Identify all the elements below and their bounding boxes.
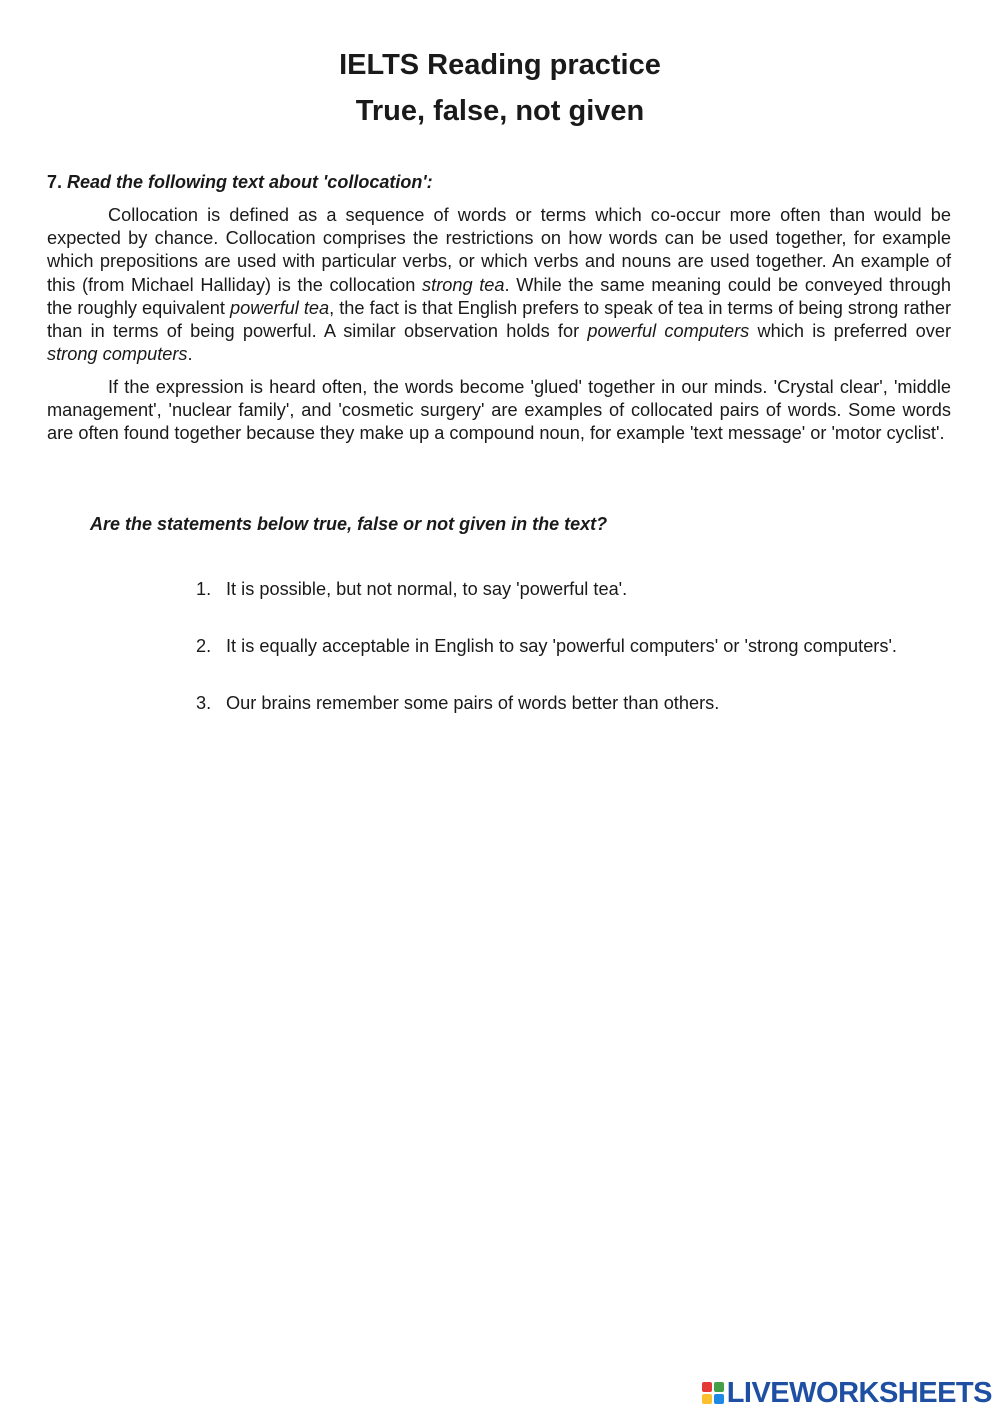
passage-emphasis: powerful computers: [587, 321, 750, 342]
passage-text: .: [187, 344, 193, 365]
passage-text: Collocation is defined as a sequence of words or terms which co-occur more often than would be expected by chance. Collocation comprises the restrictions on how words can be used together, for example which prepositions are used with particular verbs, or which verbs and nouns are used together. An example of this (from Michael Halliday) is the collocation: [47, 205, 951, 295]
statement-list: [196, 566, 940, 737]
page-subtitle: True, false, not given: [355, 95, 645, 127]
liveworksheets-logo-icon: [702, 1382, 724, 1404]
exercise-prompt: Read the following text about 'collocation':: [67, 172, 433, 192]
liveworksheets-logo: [702, 1379, 992, 1407]
statement-number: 2.: [196, 636, 212, 656]
exercise-number: 7.: [47, 172, 63, 192]
statement-number: 1.: [196, 579, 212, 599]
statement-item-2: [196, 623, 940, 670]
passage-paragraph-2: If the expression is heard often, the words become 'glued' together in our minds. 'Crystal clear', 'middle management', 'nuclear family', and 'cosmetic surgery' are examples of collocated pairs of words. Some words are often found together because they make up a compound noun, for example 'text message' or 'motor cyclist'.: [47, 377, 951, 444]
statement-item-3: [196, 680, 940, 727]
liveworksheets-logo-text: LIVEWORKSHEETS: [726, 1377, 992, 1409]
statement-text: It is possible, but not normal, to say 'powerful tea'.: [226, 579, 628, 599]
passage-emphasis: powerful tea: [230, 297, 330, 318]
page-title: IELTS Reading practice: [339, 49, 661, 81]
instruction-text: Are the statements below true, false or not given in the text?: [90, 514, 608, 534]
exercise-heading: [47, 171, 433, 193]
passage-paragraph-1: [47, 204, 951, 366]
statement-text: It is equally acceptable in English to say 'powerful computers' or 'strong computers'.: [226, 636, 897, 656]
statement-text: Our brains remember some pairs of words better than others.: [226, 693, 720, 713]
passage-emphasis: strong computers: [47, 344, 188, 365]
passage-emphasis: strong tea: [422, 274, 505, 295]
passage-text: , the fact is that English prefers to speak of tea in terms of being strong rather than in terms of being powerful. A similar observation holds for: [47, 297, 951, 342]
statement-item-1: [196, 566, 940, 613]
passage-text: . While the same meaning could be conveyed through the roughly equivalent: [47, 274, 952, 318]
statement-number: 3.: [196, 693, 212, 713]
passage-text: which is preferred over: [749, 321, 952, 342]
